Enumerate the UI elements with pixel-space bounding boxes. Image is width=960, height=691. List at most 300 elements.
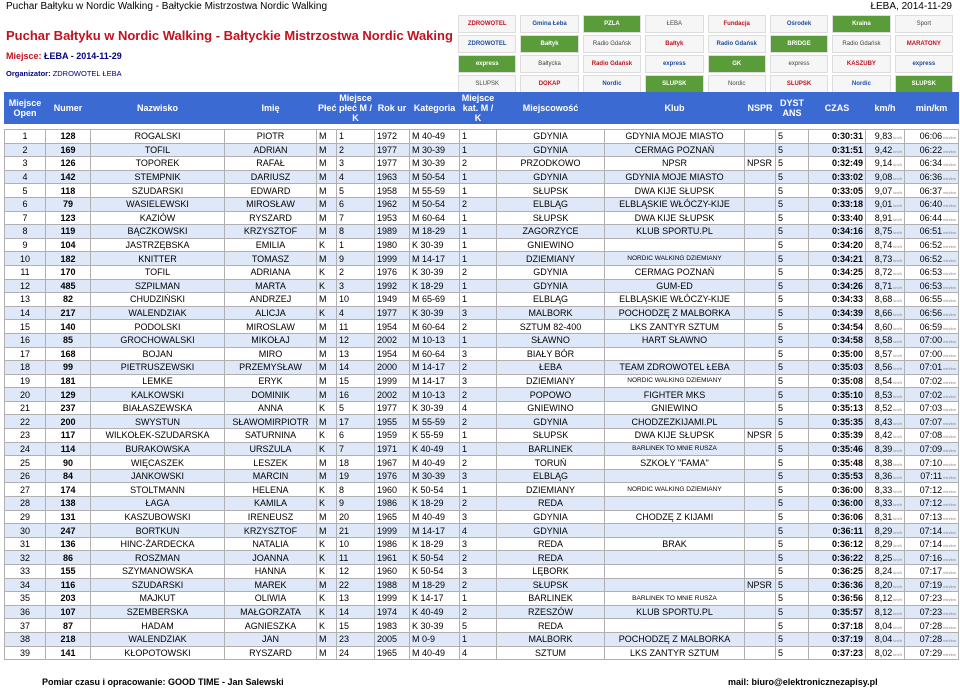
table-cell: 1 — [337, 238, 375, 252]
table-cell: 2002 — [375, 333, 410, 347]
table-cell: 8,12km/h — [866, 605, 905, 619]
table-cell: 2 — [460, 578, 497, 592]
unit-label: km/h — [893, 312, 902, 318]
table-cell: K 50-54 — [410, 565, 460, 579]
column-header: Miejsce płeć M / K — [337, 93, 375, 124]
table-cell: 3 — [460, 537, 497, 551]
table-cell: 07:01min/km — [905, 361, 959, 375]
table-row — [5, 306, 959, 320]
table-cell: M — [317, 197, 337, 211]
table-cell: NPSR — [745, 578, 776, 592]
table-cell: M — [317, 524, 337, 538]
table-cell: 9,07km/h — [866, 184, 905, 198]
table-cell: 8,72km/h — [866, 265, 905, 279]
table-cell: 1989 — [375, 225, 410, 239]
table-cell: ADRIANA — [225, 265, 317, 279]
table-cell: 0:36:22 — [809, 551, 866, 565]
table-cell: 17 — [5, 347, 46, 361]
sponsor-logo: Nordic — [708, 75, 766, 93]
column-header: Imię — [225, 93, 317, 124]
sponsor-logo: Radio Gdańsk — [583, 55, 641, 73]
table-cell: K 30-39 — [410, 238, 460, 252]
table-cell: K 18-29 — [410, 537, 460, 551]
table-cell: 84 — [46, 469, 91, 483]
table-cell: M 60-64 — [410, 211, 460, 225]
table-cell: MAŁGORZATA — [225, 605, 317, 619]
table-cell: KNITTER — [91, 252, 225, 266]
table-cell: 9,14km/h — [866, 157, 905, 171]
table-cell — [605, 238, 745, 252]
table-cell: SZEMBERSKA — [91, 605, 225, 619]
table-cell: 14 — [337, 605, 375, 619]
table-cell: ŁEBA — [497, 361, 605, 375]
table-cell: KLUB SPORTU.PL — [605, 605, 745, 619]
table-cell: 12 — [337, 333, 375, 347]
table-cell: 155 — [46, 565, 91, 579]
table-header-row — [5, 93, 959, 124]
table-cell: 1974 — [375, 605, 410, 619]
table-cell — [745, 632, 776, 646]
table-cell: SZUDARSKI — [91, 184, 225, 198]
table-row — [5, 374, 959, 388]
table-row — [5, 320, 959, 334]
table-cell: 5 — [776, 252, 809, 266]
table-row — [5, 252, 959, 266]
table-cell: MALBORK — [497, 632, 605, 646]
table-cell: GNIEWINO — [497, 401, 605, 415]
table-cell: SWYSTUN — [91, 415, 225, 429]
table-cell: 203 — [46, 592, 91, 606]
table-row — [5, 293, 959, 307]
table-cell: 8,74km/h — [866, 238, 905, 252]
unit-label: km/h — [893, 556, 902, 562]
table-cell: MARTA — [225, 279, 317, 293]
table-cell: BARLINEK TO MNIE RUSZA — [605, 592, 745, 606]
table-cell: 3 — [460, 469, 497, 483]
table-cell — [745, 442, 776, 456]
table-cell: 9 — [5, 238, 46, 252]
table-cell: 0:37:18 — [809, 619, 866, 633]
table-cell: 06:44min/km — [905, 211, 959, 225]
table-cell: 2005 — [375, 632, 410, 646]
table-cell: SZUDARSKI — [91, 578, 225, 592]
table-cell: M — [317, 333, 337, 347]
page-title: Puchar Bałtyku w Nordic Walking - Bałtyckie Mistrzostwa Nordic Waking — [6, 28, 453, 43]
table-cell: 0:35:00 — [809, 347, 866, 361]
organizer-label: Organizator: — [6, 69, 51, 78]
table-cell: 0:34:21 — [809, 252, 866, 266]
table-cell: K 30-39 — [410, 401, 460, 415]
table-cell: 0:37:23 — [809, 646, 866, 660]
table-cell: 5 — [776, 306, 809, 320]
table-cell: 0:34:20 — [809, 238, 866, 252]
table-cell: 1 — [460, 429, 497, 443]
table-cell: 0:33:40 — [809, 211, 866, 225]
unit-label: min/km — [943, 475, 956, 481]
table-cell: 1967 — [375, 456, 410, 470]
table-cell: 12 — [337, 565, 375, 579]
table-cell: 0:35:08 — [809, 374, 866, 388]
table-cell: 1976 — [375, 469, 410, 483]
table-cell: 6 — [337, 197, 375, 211]
sponsor-logo: Fundacja — [708, 15, 766, 33]
table-cell: 07:11min/km — [905, 469, 959, 483]
table-cell: 07:23min/km — [905, 592, 959, 606]
table-cell: 8,68km/h — [866, 293, 905, 307]
table-cell — [745, 252, 776, 266]
page-header-bar — [0, 0, 960, 14]
table-cell: 1977 — [375, 306, 410, 320]
sponsor-logo: SLUPSK — [645, 75, 703, 93]
table-cell: ROGALSKI — [91, 130, 225, 144]
table-cell: K 30-39 — [410, 306, 460, 320]
table-cell: K 18-29 — [410, 497, 460, 511]
table-cell: 0:30:31 — [809, 130, 866, 144]
table-cell: NORDIC WALKING DZIEMIANY — [605, 252, 745, 266]
table-cell: 0:36:11 — [809, 524, 866, 538]
table-cell: GNIEWINO — [497, 238, 605, 252]
unit-label: km/h — [893, 148, 902, 154]
table-cell: 11 — [337, 320, 375, 334]
table-cell — [745, 483, 776, 497]
table-cell: 8,73km/h — [866, 252, 905, 266]
table-cell: 23 — [337, 632, 375, 646]
table-cell: 8,04km/h — [866, 619, 905, 633]
table-cell: 8 — [337, 225, 375, 239]
sponsor-logos — [458, 15, 953, 95]
unit-label: km/h — [893, 325, 902, 331]
table-cell: URSZULA — [225, 442, 317, 456]
table-cell: TOPOREK — [91, 157, 225, 171]
table-cell: 104 — [46, 238, 91, 252]
table-cell: ZAGORZYCE — [497, 225, 605, 239]
table-row — [5, 130, 959, 144]
unit-label: min/km — [943, 570, 956, 576]
table-cell: 17 — [337, 415, 375, 429]
unit-label: min/km — [943, 597, 956, 603]
table-row — [5, 415, 959, 429]
table-cell: 06:52min/km — [905, 238, 959, 252]
table-cell: 19 — [337, 469, 375, 483]
table-cell: 1954 — [375, 320, 410, 334]
table-cell: M — [317, 415, 337, 429]
table-cell — [745, 537, 776, 551]
unit-label: km/h — [893, 257, 902, 263]
table-cell: 22 — [5, 415, 46, 429]
table-row — [5, 388, 959, 402]
table-cell: K — [317, 537, 337, 551]
table-cell: 5 — [776, 279, 809, 293]
unit-label: km/h — [893, 230, 902, 236]
table-cell — [605, 551, 745, 565]
sponsor-logo: Bałtyk — [645, 35, 703, 53]
column-header: Numer — [46, 93, 91, 124]
table-cell: SZYMANOWSKA — [91, 565, 225, 579]
table-cell: 5 — [776, 551, 809, 565]
table-cell: 170 — [46, 265, 91, 279]
table-cell: 27 — [5, 483, 46, 497]
table-cell: 0:34:54 — [809, 320, 866, 334]
table-cell: 38 — [5, 632, 46, 646]
unit-label: min/km — [943, 216, 956, 222]
table-cell: M 55-59 — [410, 415, 460, 429]
table-cell: SŁUPSK — [497, 429, 605, 443]
table-cell — [745, 456, 776, 470]
table-cell: K — [317, 238, 337, 252]
table-cell: GDYNIA — [497, 143, 605, 157]
unit-label: min/km — [943, 339, 956, 345]
table-cell: 07:02min/km — [905, 388, 959, 402]
column-header: Kategoria — [410, 93, 460, 124]
table-cell: 8,58km/h — [866, 333, 905, 347]
table-cell: 07:02min/km — [905, 374, 959, 388]
table-cell: 2000 — [375, 361, 410, 375]
table-row — [5, 456, 959, 470]
table-cell: SATURNINA — [225, 429, 317, 443]
table-cell: 0:34:26 — [809, 279, 866, 293]
table-cell: 128 — [46, 130, 91, 144]
table-cell: M 60-64 — [410, 320, 460, 334]
table-cell: 10 — [337, 293, 375, 307]
table-cell: 247 — [46, 524, 91, 538]
table-cell: 5 — [776, 415, 809, 429]
table-cell: 0:33:05 — [809, 184, 866, 198]
unit-label: km/h — [893, 216, 902, 222]
table-cell: 0:36:00 — [809, 483, 866, 497]
table-cell — [745, 605, 776, 619]
table-cell: 07:17min/km — [905, 565, 959, 579]
table-cell: GDYNIA — [497, 524, 605, 538]
table-cell — [745, 401, 776, 415]
table-cell: TEAM ZDROWOTEL ŁEBA — [605, 361, 745, 375]
table-cell: 1 — [460, 238, 497, 252]
table-cell: ELBLĄSKIE WŁÓCZY-KIJE — [605, 293, 745, 307]
unit-label: km/h — [893, 162, 902, 168]
table-cell: BARLINEK TO MNIE RUSZA — [605, 442, 745, 456]
table-cell: 31 — [5, 537, 46, 551]
table-row — [5, 578, 959, 592]
table-cell: 11 — [5, 265, 46, 279]
table-cell: 8,29km/h — [866, 537, 905, 551]
table-cell: 06:53min/km — [905, 265, 959, 279]
table-cell: KRZYSZTOF — [225, 524, 317, 538]
table-cell: 90 — [46, 456, 91, 470]
table-cell: CHUDZIŃSKI — [91, 293, 225, 307]
table-cell: 06:34min/km — [905, 157, 959, 171]
table-cell: 140 — [46, 320, 91, 334]
table-cell — [745, 197, 776, 211]
table-cell: M 50-54 — [410, 170, 460, 184]
table-cell: 39 — [5, 646, 46, 660]
unit-label: min/km — [943, 284, 956, 290]
unit-label: km/h — [893, 447, 902, 453]
table-cell: 5 — [776, 265, 809, 279]
table-cell: DWA KIJE SŁUPSK — [605, 429, 745, 443]
table-row — [5, 469, 959, 483]
table-cell: 16 — [337, 388, 375, 402]
table-cell: STOLTMANN — [91, 483, 225, 497]
table-cell: GDYNIA MOJE MIASTO — [605, 170, 745, 184]
unit-label: km/h — [893, 475, 902, 481]
unit-label: km/h — [893, 488, 902, 494]
unit-label: km/h — [893, 271, 902, 277]
table-cell: 218 — [46, 632, 91, 646]
table-cell: TOMASZ — [225, 252, 317, 266]
table-row — [5, 524, 959, 538]
table-cell: SŁUPSK — [497, 578, 605, 592]
unit-label: min/km — [943, 407, 956, 413]
table-cell: SŁUPSK — [497, 211, 605, 225]
table-cell: 07:00min/km — [905, 333, 959, 347]
unit-label: km/h — [893, 570, 902, 576]
table-cell: 22 — [337, 578, 375, 592]
column-header: Rok ur — [375, 93, 410, 124]
organizer-line — [6, 69, 122, 78]
unit-label: min/km — [943, 352, 956, 358]
table-cell: DOMINIK — [225, 388, 317, 402]
table-cell: 0:36:36 — [809, 578, 866, 592]
sponsor-logo: SLUPSK — [895, 75, 953, 93]
table-cell: 5 — [776, 293, 809, 307]
table-cell: SŁAWOMIRPIOTR — [225, 415, 317, 429]
table-cell: 8,71km/h — [866, 279, 905, 293]
table-cell: 5 — [776, 374, 809, 388]
table-cell: 3 — [5, 157, 46, 171]
sponsor-logo: Gmina Łeba — [520, 15, 578, 33]
table-cell: 1999 — [375, 252, 410, 266]
table-cell: K — [317, 551, 337, 565]
table-cell: 118 — [46, 184, 91, 198]
table-cell: 4 — [460, 646, 497, 660]
table-cell: 9,08km/h — [866, 170, 905, 184]
sponsor-logo: express — [770, 55, 828, 73]
table-cell: 06:56min/km — [905, 306, 959, 320]
table-cell: MAREK — [225, 578, 317, 592]
sponsor-logo: Sport — [895, 15, 953, 33]
unit-label: km/h — [893, 407, 902, 413]
table-cell: 1971 — [375, 442, 410, 456]
table-cell: PIOTR — [225, 130, 317, 144]
table-cell: SZTUM — [497, 646, 605, 660]
table-cell: 174 — [46, 483, 91, 497]
table-cell: 5 — [776, 456, 809, 470]
table-cell: M — [317, 143, 337, 157]
table-cell: M — [317, 130, 337, 144]
table-cell: 0:35:13 — [809, 401, 866, 415]
table-cell: 1 — [460, 632, 497, 646]
sponsor-logo: express — [458, 55, 516, 73]
table-row — [5, 619, 959, 633]
table-cell: M — [317, 388, 337, 402]
sponsor-logo: Radio Gdańsk — [832, 35, 890, 53]
table-cell — [745, 497, 776, 511]
table-cell: WALENDZIAK — [91, 306, 225, 320]
header-date: ŁEBA, 2014-11-29 — [870, 1, 952, 12]
table-cell: GDYNIA — [497, 415, 605, 429]
table-cell: 13 — [337, 347, 375, 361]
table-cell: 217 — [46, 306, 91, 320]
table-cell: 21 — [337, 524, 375, 538]
table-cell: 18 — [5, 361, 46, 375]
table-row — [5, 551, 959, 565]
table-cell: MALBORK — [497, 306, 605, 320]
table-cell: 1960 — [375, 483, 410, 497]
sponsor-logo: PZLA — [583, 15, 641, 33]
table-cell: EMILIA — [225, 238, 317, 252]
table-cell: 181 — [46, 374, 91, 388]
sponsor-row — [458, 75, 953, 93]
table-cell: BIAŁY BÓR — [497, 347, 605, 361]
table-cell: 8 — [337, 483, 375, 497]
table-cell: 1 — [460, 130, 497, 144]
sponsor-logo: DOKAP — [520, 75, 578, 93]
table-cell: NPSR — [745, 157, 776, 171]
table-cell: M 10-13 — [410, 388, 460, 402]
unit-label: km/h — [893, 203, 902, 209]
table-cell: 35 — [5, 592, 46, 606]
unit-label: min/km — [943, 298, 956, 304]
table-cell: 07:09min/km — [905, 442, 959, 456]
table-cell: 237 — [46, 401, 91, 415]
sponsor-logo: Nordic — [583, 75, 641, 93]
table-row — [5, 592, 959, 606]
table-cell: 07:28min/km — [905, 619, 959, 633]
table-cell: 114 — [46, 442, 91, 456]
table-cell: 1999 — [375, 524, 410, 538]
table-cell: 8,57km/h — [866, 347, 905, 361]
table-cell: GUM-ED — [605, 279, 745, 293]
table-cell: 9,83km/h — [866, 130, 905, 144]
table-cell: GDYNIA — [497, 265, 605, 279]
table-cell: BĄCZKOWSKI — [91, 225, 225, 239]
table-cell: 1 — [460, 279, 497, 293]
table-cell: 141 — [46, 646, 91, 660]
unit-label: min/km — [943, 420, 956, 426]
table-cell: 1 — [460, 211, 497, 225]
table-cell: 1960 — [375, 565, 410, 579]
table-cell: JAN — [225, 632, 317, 646]
table-cell: 13 — [337, 592, 375, 606]
table-cell: KASZUBOWSKI — [91, 510, 225, 524]
table-cell: MIRO — [225, 347, 317, 361]
table-cell: 8,04km/h — [866, 632, 905, 646]
table-cell: K — [317, 442, 337, 456]
table-cell: M — [317, 225, 337, 239]
table-cell: 182 — [46, 252, 91, 266]
table-cell: 06:55min/km — [905, 293, 959, 307]
column-header: CZAS — [809, 93, 866, 124]
header-event-name: Puchar Bałtyku w Nordic Walking - Bałtyckie Mistrzostwa Nordic Walking — [6, 1, 328, 12]
table-cell: ELBLĄG — [497, 197, 605, 211]
table-cell: 1963 — [375, 170, 410, 184]
table-cell: OLIWIA — [225, 592, 317, 606]
table-cell: 1 — [460, 170, 497, 184]
table-cell: 8,33km/h — [866, 497, 905, 511]
table-cell: 0:32:49 — [809, 157, 866, 171]
table-cell: 5 — [776, 524, 809, 538]
table-cell: TOFIL — [91, 265, 225, 279]
table-cell: 0:36:25 — [809, 565, 866, 579]
table-cell: 5 — [776, 130, 809, 144]
table-cell: 0:34:16 — [809, 225, 866, 239]
table-cell: 9 — [337, 497, 375, 511]
table-cell: GDYNIA — [497, 170, 605, 184]
table-cell: 0:36:12 — [809, 537, 866, 551]
table-cell: K — [317, 565, 337, 579]
table-cell: REDA — [497, 537, 605, 551]
table-cell: 4 — [337, 306, 375, 320]
table-cell — [745, 415, 776, 429]
